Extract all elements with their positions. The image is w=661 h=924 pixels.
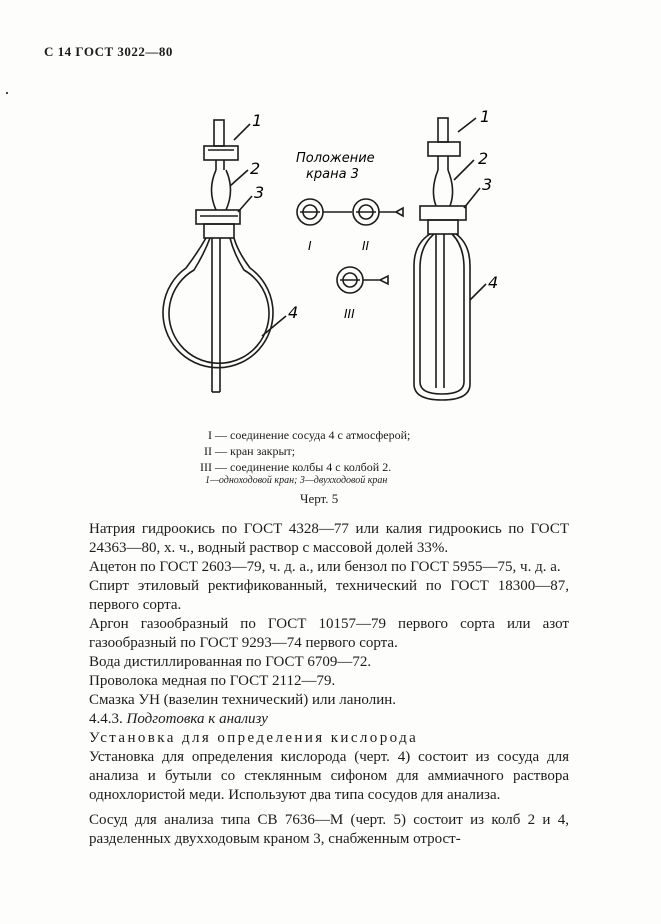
callout-4-right: 4 [488, 273, 499, 292]
legend-item: I — соединение сосуда 4 с атмосферой; [208, 428, 411, 442]
subsection-heading: Установка для определения кислорода [89, 730, 419, 746]
figure-legend [168, 427, 410, 475]
callout-3-left: 3 [254, 183, 265, 202]
body-text [89, 520, 569, 849]
position-III: III [344, 307, 355, 321]
paragraph: Вода дистиллированная по ГОСТ 6709—72. [89, 654, 372, 670]
callout-2-right: 2 [478, 149, 489, 168]
apparatus-figure [0, 0, 661, 430]
figure-title: Черт. 5 [300, 491, 339, 506]
right-vessel [414, 118, 470, 400]
paragraph: Аргон газообразный по ГОСТ 10157—79 первого сорта или азот газообразный по ГОСТ 9293—74 первого сорта. [89, 616, 569, 651]
paragraph: Проволока медная по ГОСТ 2112—79. [89, 673, 336, 689]
legend-item: III — соединение колбы 4 с колбой 2. [200, 460, 392, 474]
legend-item: II — кран закрыт; [204, 444, 296, 458]
callout-2-left: 2 [250, 159, 261, 178]
callout-1-left: 1 [252, 111, 263, 130]
callout-3-right: 3 [482, 175, 493, 194]
position-II: II [362, 239, 370, 253]
caption-line-1: Положение [296, 151, 375, 166]
figure-subcaption: 1—одноходовой кран; 3—двухходовой кран [205, 475, 388, 486]
paragraph: Установка для определения кислорода (черт. 4) состоит из сосуда для анализа и бутыли со стеклянным сифоном для аммиачного раствора однохлористой меди. Используют два типа сосудов для анализа. [89, 749, 569, 803]
section-heading: 4.4.3. Подготовка к анализу [89, 711, 268, 727]
paragraph: Ацетон по ГОСТ 2603—79, ч. д. а., или бензол по ГОСТ 5955—75, ч. д. а. [89, 559, 561, 575]
paragraph: Натрия гидроокись по ГОСТ 4328—77 или калия гидроокись по ГОСТ 24363—80, х. ч., водный раствор с массовой долей 33%. [89, 521, 569, 556]
caption-line-2: крана 3 [306, 167, 359, 182]
callout-4-left: 4 [288, 303, 299, 322]
paragraph: Смазка УН (вазелин технический) или ланолин. [89, 692, 397, 708]
paragraph: Спирт этиловый ректификованный, технический по ГОСТ 18300—87, первого сорта. [89, 578, 569, 613]
paragraph: Сосуд для анализа типа СВ 7636—М (черт. 5) состоит из колб 2 и 4, разделенных двухходовым краном 3, снабженным отрост- [89, 812, 569, 847]
page-header: С 14 ГОСТ 3022—80 [44, 44, 173, 59]
callout-1-right: 1 [480, 107, 491, 126]
position-I: I [308, 239, 312, 253]
tap-positions [297, 199, 403, 293]
